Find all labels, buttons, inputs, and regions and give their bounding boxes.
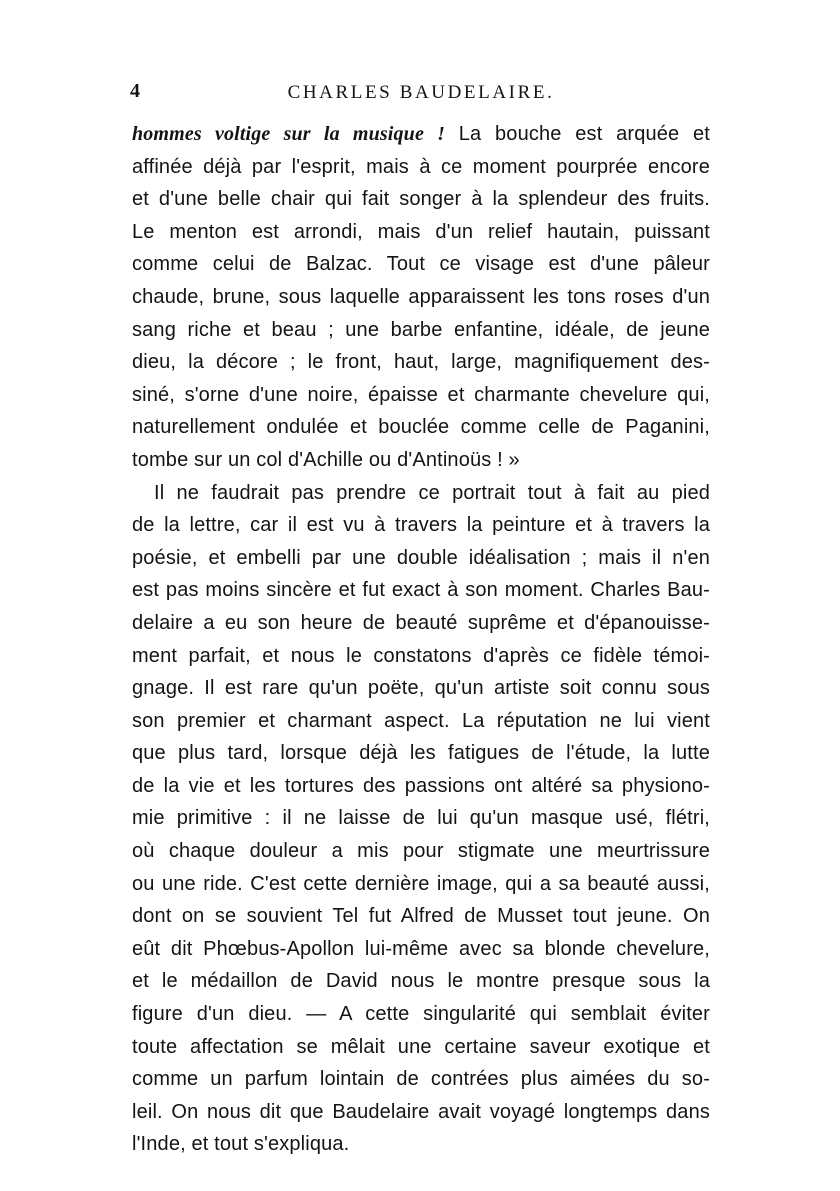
text-line: leil. On nous dit que Baudelaire avait voyagé longtemps dans: [132, 1100, 710, 1123]
italic-quote: hommes voltige sur la musique !: [132, 123, 446, 145]
text-line: Il ne faudrait pas prendre ce portrait tout à fait au pied: [154, 481, 710, 504]
text-line: comme un parfum lointain de contrées plus aimées du so-: [132, 1068, 710, 1091]
text-line: [132, 118, 710, 151]
text-line: de la lettre, car il est vu à travers la peinture et à travers la: [132, 514, 710, 537]
text-line: est pas moins sincère et fut exact à son moment. Charles Bau-: [132, 579, 710, 602]
text-line: et le médaillon de David nous le montre presque sous la: [132, 970, 710, 993]
body-text: [132, 118, 710, 1161]
text-line: chaude, brune, sous laquelle apparaissent les tons roses d'un: [132, 285, 710, 308]
text-line: gnage. Il est rare qu'un poëte, qu'un artiste soit connu sous: [132, 677, 710, 700]
text-line: et d'une belle chair qui fait songer à la splendeur des fruits.: [132, 188, 710, 211]
text-line: comme celui de Balzac. Tout ce visage est d'une pâleur: [132, 253, 710, 276]
text-line: ment parfait, et nous le constatons d'après ce fidèle témoi-: [132, 644, 710, 667]
text-line: poésie, et embelli par une double idéalisation ; mais il n'en: [132, 546, 710, 569]
text-line: où chaque douleur a mis pour stigmate une meurtrissure: [132, 840, 710, 863]
text-line: l'Inde, et tout s'expliqua.: [132, 1133, 350, 1156]
text-line: mie primitive : il ne laisse de lui qu'un masque usé, flétri,: [132, 807, 710, 830]
text-line: toute affectation se mêlait une certaine saveur exotique et: [132, 1035, 710, 1058]
running-title: CHARLES BAUDELAIRE.: [287, 82, 555, 103]
page-number: 4: [130, 80, 141, 102]
text-line: siné, s'orne d'une noire, épaisse et charmante chevelure qui,: [132, 383, 710, 406]
text-line: delaire a eu son heure de beauté suprême et d'épanouisse-: [132, 611, 710, 634]
text-line: eût dit Phœbus-Apollon lui-même avec sa blonde chevelure,: [132, 937, 710, 960]
text-line: affinée déjà par l'esprit, mais à ce moment pourprée encore: [132, 155, 710, 178]
text-line: tombe sur un col d'Achille ou d'Antinoüs ! »: [132, 448, 520, 471]
text-line: que plus tard, lorsque déjà les fatigues de l'étude, la lutte: [132, 742, 710, 765]
text-line: dont on se souvient Tel fut Alfred de Musset tout jeune. On: [132, 905, 710, 928]
text-line: dieu, la décore ; le front, haut, large, magnifiquement des-: [132, 351, 710, 374]
text-line: Le menton est arrondi, mais d'un relief hautain, puissant: [132, 220, 710, 243]
text-line: son premier et charmant aspect. La réputation ne lui vient: [132, 709, 710, 732]
text-line: sang riche et beau ; une barbe enfantine, idéale, de jeune: [132, 318, 710, 341]
page-header: [130, 80, 712, 108]
text-line: ou une ride. C'est cette dernière image, qui a sa beauté aussi,: [132, 872, 710, 895]
text-line: de la vie et les tortures des passions ont altéré sa physiono-: [132, 774, 710, 797]
text-line: figure d'un dieu. — A cette singularité qui semblait éviter: [132, 1003, 710, 1026]
text-fragment: La bouche est arquée et: [445, 123, 710, 145]
text-line: naturellement ondulée et bouclée comme celle de Paganini,: [132, 416, 710, 439]
